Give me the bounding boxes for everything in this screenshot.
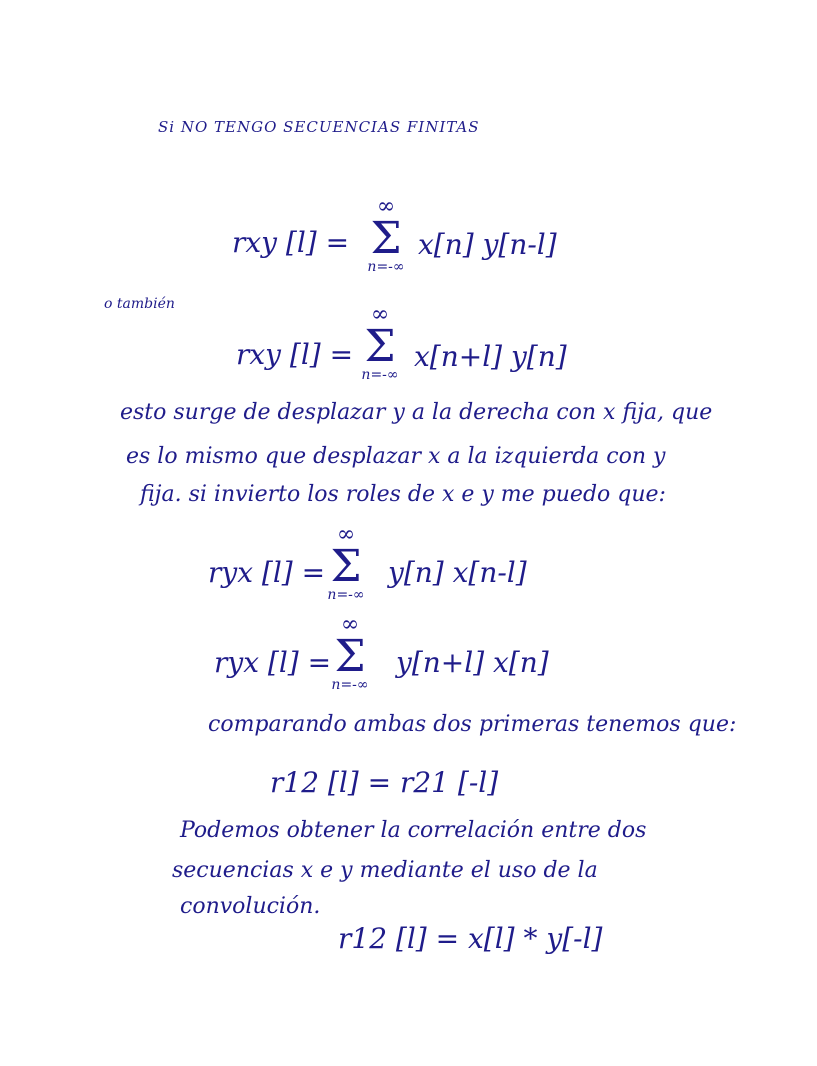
- equation-4-sum-lower: n=-∞: [331, 676, 369, 693]
- paragraph-2-line-1: Podemos obtener la correlación entre dos: [180, 818, 647, 843]
- equation-3-rhs: y[n] x[n-l]: [388, 556, 527, 589]
- equation-1-sum: [358, 196, 414, 275]
- heading: Si NO TENGO SECUENCIAS FINITAS: [158, 118, 480, 136]
- equation-4-sum-upper: ∞: [340, 612, 360, 637]
- equation-3-lhs: ryx [l] =: [208, 556, 326, 589]
- equation-3-sum-lower: n=-∞: [327, 586, 365, 603]
- equation-4-rhs-wrap: [396, 646, 549, 679]
- equation-4-sum-symbol: Σ: [334, 631, 366, 682]
- equation-6-text: r12 [l] = x[l] * y[-l]: [338, 922, 603, 955]
- equation-2-lhs: rxy [l] =: [236, 338, 354, 371]
- equation-3: [208, 556, 325, 589]
- equation-3-rhs-wrap: [388, 556, 527, 589]
- paragraph-2-line-3: convolución.: [180, 894, 321, 919]
- equation-4: [214, 646, 331, 679]
- equation-5-text: r12 [l] = r21 [-l]: [270, 766, 499, 799]
- equation-2-rhs-wrap: [414, 340, 567, 373]
- equation-2: [236, 338, 353, 371]
- equation-3-sum-upper: ∞: [336, 522, 356, 547]
- equation-3-sum: [318, 524, 374, 603]
- equation-4-sum: [322, 614, 378, 693]
- equation-1-sum-symbol: Σ: [370, 213, 402, 264]
- equation-1: [232, 226, 349, 259]
- equation-2-sum-symbol: Σ: [364, 321, 396, 372]
- equation-2-rhs: x[n+l] y[n]: [414, 340, 567, 373]
- equation-1-lhs: rxy [l] =: [232, 226, 350, 259]
- paragraph-1-line-1: esto surge de desplazar y a la derecha con x fija, que: [120, 400, 713, 425]
- comparing-text: comparando ambas dos primeras tenemos que:: [208, 712, 737, 737]
- equation-4-rhs: y[n+l] x[n]: [396, 646, 549, 679]
- equation-4-lhs: ryx [l] =: [214, 646, 332, 679]
- equation-1-rhs: x[n] y[n-l]: [418, 228, 557, 261]
- equation-1-sum-lower: n=-∞: [367, 258, 405, 275]
- equation-2-sum: [352, 304, 408, 383]
- equation-2-sum-lower: n=-∞: [361, 366, 399, 383]
- equation-5: [270, 766, 498, 799]
- paragraph-2-line-2: secuencias x e y mediante el uso de la: [172, 858, 598, 883]
- equation-1-sum-upper: ∞: [376, 194, 396, 219]
- label-tambien: o también: [104, 296, 175, 312]
- paragraph-1-line-2: es lo mismo que desplazar x a la izquierda con y: [126, 444, 666, 469]
- equation-3-sum-symbol: Σ: [330, 541, 362, 592]
- paragraph-1-line-3: fija. si invierto los roles de x e y me puedo que:: [140, 482, 666, 507]
- equation-2-sum-upper: ∞: [370, 302, 390, 327]
- equation-1-rhs-wrap: [418, 228, 557, 261]
- equation-6: [338, 922, 602, 955]
